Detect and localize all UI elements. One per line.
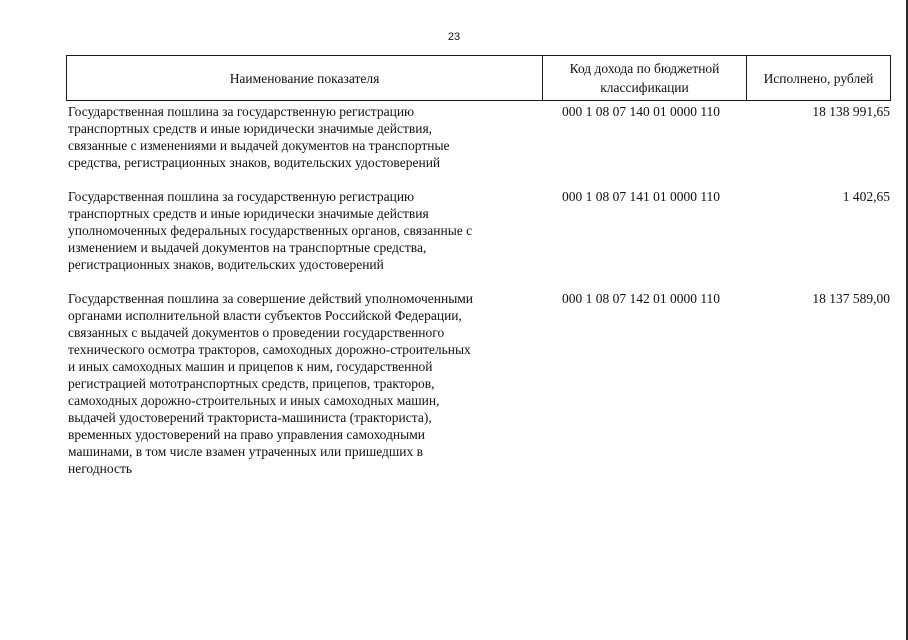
row-amount-cell: 18 137 589,00 bbox=[812, 291, 890, 306]
row-name-line: и иных самоходных машин и прицепов к ним, государственной bbox=[68, 359, 433, 374]
row-code-cell: 000 1 08 07 140 01 0000 110 bbox=[561, 104, 721, 119]
row-name-line: средства, регистрационных знаков, водительских удостоверений bbox=[68, 155, 441, 170]
row-name-line: технического осмотра тракторов, самоходных дорожно-строительных bbox=[68, 342, 471, 357]
row-name-line: связанных с выдачей документов о проведении государственного bbox=[68, 325, 445, 340]
row-name-line: транспортных средств и иные юридически значимые действия, bbox=[68, 121, 433, 136]
page-number: 23 bbox=[447, 31, 461, 43]
row-code-cell: 000 1 08 07 142 01 0000 110 bbox=[561, 291, 721, 306]
row-name-line: регистрационных знаков, водительских удостоверений bbox=[68, 257, 384, 272]
row-name-line: уполномоченных федеральных государственных органов, связанные с bbox=[68, 223, 473, 238]
row-name-cell bbox=[66, 188, 538, 273]
row-name-line: органами исполнительной власти субъектов Российской Федерации, bbox=[68, 308, 462, 323]
row-name-line: Государственная пошлина за совершение действий уполномоченными bbox=[68, 291, 474, 306]
row-amount-cell: 1 402,65 bbox=[842, 189, 890, 204]
row-name-line: Государственная пошлина за государственную регистрацию bbox=[68, 189, 415, 204]
table-header bbox=[66, 55, 891, 101]
row-name-line: регистрацией мототранспортных средств, прицепов, тракторов, bbox=[68, 376, 435, 391]
row-name-line: самоходных дорожно-строительных и иных самоходных машин, bbox=[68, 393, 440, 408]
row-name-cell bbox=[66, 103, 538, 171]
row-name-line: Государственная пошлина за государственную регистрацию bbox=[68, 104, 415, 119]
row-name-line: связанные с изменениями и выдачей документов на транспортные bbox=[68, 138, 450, 153]
header-sum-column bbox=[747, 56, 891, 101]
row-name-line: машинами, в том числе взамен утраченных или пришедших в bbox=[68, 444, 424, 459]
row-name-line: негодность bbox=[68, 461, 133, 476]
table-row bbox=[66, 103, 890, 171]
table-row bbox=[66, 188, 890, 273]
header-code-label-line1: Код дохода по бюджетной bbox=[569, 61, 720, 76]
row-name-cell bbox=[66, 290, 538, 477]
row-amount-cell: 18 138 991,65 bbox=[812, 104, 890, 119]
header-code-label-line2: классификации bbox=[600, 80, 689, 95]
row-name-line: изменением и выдачей документов на транспортные средства, bbox=[68, 240, 427, 255]
header-code-column bbox=[543, 56, 747, 101]
header-name-label: Наименование показателя bbox=[229, 70, 380, 86]
table-row bbox=[66, 290, 890, 477]
row-name-line: транспортных средств и иные юридически значимые действия bbox=[68, 206, 429, 221]
row-name-line: выдачей удостоверений тракториста-машиниста (тракториста), bbox=[68, 410, 432, 425]
header-name-column bbox=[67, 56, 543, 101]
table-body bbox=[66, 103, 890, 477]
row-name-line: временных удостоверений на право управления самоходными bbox=[68, 427, 425, 442]
row-code-cell: 000 1 08 07 141 01 0000 110 bbox=[561, 189, 721, 204]
header-sum-label: Исполнено, рублей bbox=[763, 70, 874, 86]
